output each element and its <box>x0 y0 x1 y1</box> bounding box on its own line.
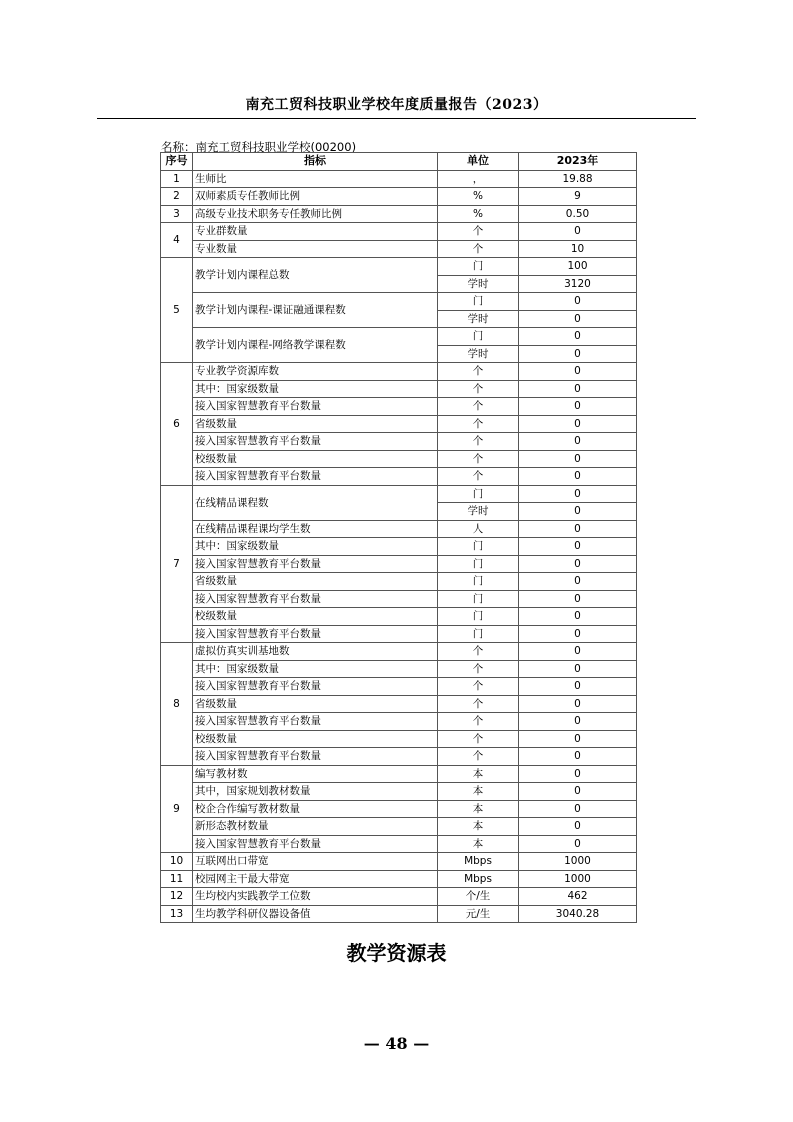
cell-seq: 12 <box>161 888 193 906</box>
table-row <box>161 380 637 398</box>
cell-value: 0 <box>519 450 637 468</box>
cell-indicator: 编写教材数 <box>193 765 438 783</box>
cell-unit: 门 <box>438 608 519 626</box>
cell-indicator: 省级数量 <box>193 695 438 713</box>
cell-value: 0 <box>519 380 637 398</box>
table-row <box>161 888 637 906</box>
cell-indicator: 接入国家智慧教育平台数量 <box>193 468 438 486</box>
cell-value: 0 <box>519 310 637 328</box>
cell-seq: 2 <box>161 188 193 206</box>
cell-indicator: 其中：国家级数量 <box>193 538 438 556</box>
cell-seq: 5 <box>161 258 193 363</box>
cell-value: 0 <box>519 485 637 503</box>
cell-value: 0 <box>519 503 637 521</box>
cell-unit: 门 <box>438 538 519 556</box>
cell-value: 0 <box>519 398 637 416</box>
cell-value: 0 <box>519 328 637 346</box>
table-header-row <box>161 153 637 171</box>
cell-indicator: 生均校内实践教学工位数 <box>193 888 438 906</box>
cell-unit: 个 <box>438 678 519 696</box>
cell-indicator: 在线精品课程课均学生数 <box>193 520 438 538</box>
cell-value: 0 <box>519 520 637 538</box>
cell-indicator: 接入国家智慧教育平台数量 <box>193 625 438 643</box>
table-row <box>161 643 637 661</box>
cell-value: 0 <box>519 783 637 801</box>
cell-unit: 个 <box>438 240 519 258</box>
cell-indicator: 生师比 <box>193 170 438 188</box>
cell-value: 1000 <box>519 870 637 888</box>
cell-indicator: 教学计划内课程-课证融通课程数 <box>193 293 438 328</box>
cell-unit: 个 <box>438 223 519 241</box>
cell-seq: 13 <box>161 905 193 923</box>
cell-value: 0 <box>519 678 637 696</box>
cell-value: 0 <box>519 643 637 661</box>
cell-unit: 个 <box>438 660 519 678</box>
table-row <box>161 783 637 801</box>
table-row <box>161 258 637 276</box>
cell-value: 0 <box>519 468 637 486</box>
cell-indicator: 生均教学科研仪器设备值 <box>193 905 438 923</box>
cell-seq: 6 <box>161 363 193 486</box>
cell-value: 0 <box>519 608 637 626</box>
cell-unit: Mbps <box>438 870 519 888</box>
table-row <box>161 328 637 346</box>
table-body <box>161 170 637 923</box>
cell-indicator: 校企合作编写教材数量 <box>193 800 438 818</box>
cell-indicator: 在线精品课程数 <box>193 485 438 520</box>
cell-value: 0 <box>519 538 637 556</box>
table-row <box>161 415 637 433</box>
table-row <box>161 818 637 836</box>
cell-unit: 门 <box>438 328 519 346</box>
table-row <box>161 538 637 556</box>
column-header-year: 2023年 <box>519 153 637 171</box>
table-row <box>161 748 637 766</box>
table-row <box>161 398 637 416</box>
table-row <box>161 835 637 853</box>
cell-value: 0 <box>519 433 637 451</box>
cell-indicator: 接入国家智慧教育平台数量 <box>193 835 438 853</box>
cell-seq: 3 <box>161 205 193 223</box>
cell-value: 0 <box>519 573 637 591</box>
table-row <box>161 678 637 696</box>
cell-value: 10 <box>519 240 637 258</box>
cell-indicator: 专业教学资源库数 <box>193 363 438 381</box>
table-row <box>161 433 637 451</box>
table-caption: 教学资源表 <box>346 941 447 965</box>
cell-unit: 门 <box>438 625 519 643</box>
cell-indicator: 其中，国家规划教材数量 <box>193 783 438 801</box>
cell-value: 9 <box>519 188 637 206</box>
cell-indicator: 接入国家智慧教育平台数量 <box>193 678 438 696</box>
table-row <box>161 660 637 678</box>
table-row <box>161 905 637 923</box>
cell-value: 0.50 <box>519 205 637 223</box>
table-row <box>161 590 637 608</box>
cell-indicator: 接入国家智慧教育平台数量 <box>193 748 438 766</box>
cell-value: 19.88 <box>519 170 637 188</box>
cell-indicator: 校级数量 <box>193 608 438 626</box>
cell-unit: 门 <box>438 485 519 503</box>
cell-seq: 9 <box>161 765 193 853</box>
cell-indicator: 校级数量 <box>193 450 438 468</box>
cell-unit: 学时 <box>438 345 519 363</box>
cell-value: 1000 <box>519 853 637 871</box>
cell-unit: 本 <box>438 783 519 801</box>
cell-unit: 本 <box>438 835 519 853</box>
cell-unit: 本 <box>438 765 519 783</box>
cell-value: 0 <box>519 345 637 363</box>
cell-indicator: 其中：国家级数量 <box>193 380 438 398</box>
cell-unit: 门 <box>438 590 519 608</box>
page-header-title: 南充工贸科技职业学校年度质量报告（2023） <box>245 97 548 113</box>
cell-value: 0 <box>519 818 637 836</box>
cell-indicator: 互联网出口带宽 <box>193 853 438 871</box>
cell-seq: 7 <box>161 485 193 643</box>
cell-value: 0 <box>519 765 637 783</box>
organization-name: 名称：南充工贸科技职业学校(00200) <box>161 140 357 154</box>
cell-unit: Mbps <box>438 853 519 871</box>
cell-unit: 本 <box>438 818 519 836</box>
cell-value: 0 <box>519 713 637 731</box>
cell-unit: 门 <box>438 573 519 591</box>
cell-indicator: 教学计划内课程总数 <box>193 258 438 293</box>
cell-unit: 人 <box>438 520 519 538</box>
cell-unit: 个 <box>438 433 519 451</box>
cell-unit: 个 <box>438 730 519 748</box>
cell-value: 100 <box>519 258 637 276</box>
cell-unit: 个 <box>438 398 519 416</box>
cell-seq: 4 <box>161 223 193 258</box>
column-header-unit: 单位 <box>438 153 519 171</box>
cell-value: 0 <box>519 730 637 748</box>
table-row <box>161 730 637 748</box>
cell-unit: 个 <box>438 450 519 468</box>
cell-value: 0 <box>519 748 637 766</box>
cell-value: 0 <box>519 555 637 573</box>
cell-value: 0 <box>519 800 637 818</box>
cell-indicator: 接入国家智慧教育平台数量 <box>193 433 438 451</box>
table-row <box>161 870 637 888</box>
cell-seq: 1 <box>161 170 193 188</box>
cell-indicator: 新形态教材数量 <box>193 818 438 836</box>
cell-value: 3120 <box>519 275 637 293</box>
header-divider <box>97 118 696 119</box>
table-row <box>161 695 637 713</box>
cell-unit: 学时 <box>438 503 519 521</box>
cell-unit: 个 <box>438 380 519 398</box>
cell-indicator: 接入国家智慧教育平台数量 <box>193 555 438 573</box>
column-header-indicator: 指标 <box>193 153 438 171</box>
cell-unit: 学时 <box>438 275 519 293</box>
cell-seq: 8 <box>161 643 193 766</box>
cell-unit: 个 <box>438 643 519 661</box>
cell-seq: 10 <box>161 853 193 871</box>
table-row <box>161 205 637 223</box>
cell-unit: 学时 <box>438 310 519 328</box>
cell-indicator: 校园网主干最大带宽 <box>193 870 438 888</box>
cell-indicator: 虚拟仿真实训基地数 <box>193 643 438 661</box>
cell-unit: 个 <box>438 748 519 766</box>
cell-indicator: 专业群数量 <box>193 223 438 241</box>
cell-unit: 门 <box>438 258 519 276</box>
cell-seq: 11 <box>161 870 193 888</box>
cell-value: 0 <box>519 223 637 241</box>
cell-value: 3040.28 <box>519 905 637 923</box>
cell-value: 0 <box>519 625 637 643</box>
table-row <box>161 188 637 206</box>
cell-value: 0 <box>519 835 637 853</box>
cell-indicator: 接入国家智慧教育平台数量 <box>193 398 438 416</box>
table-row <box>161 450 637 468</box>
cell-value: 0 <box>519 660 637 678</box>
table-row <box>161 573 637 591</box>
cell-unit: 元/生 <box>438 905 519 923</box>
table-row <box>161 713 637 731</box>
cell-unit: % <box>438 188 519 206</box>
cell-unit: % <box>438 205 519 223</box>
table-row <box>161 363 637 381</box>
cell-unit: 门 <box>438 555 519 573</box>
cell-indicator: 其中：国家级数量 <box>193 660 438 678</box>
cell-indicator: 教学计划内课程-网络教学课程数 <box>193 328 438 363</box>
cell-unit: 个 <box>438 415 519 433</box>
cell-unit: 个/生 <box>438 888 519 906</box>
table-row <box>161 170 637 188</box>
cell-value: 0 <box>519 415 637 433</box>
cell-indicator: 接入国家智慧教育平台数量 <box>193 713 438 731</box>
cell-unit: 门 <box>438 293 519 311</box>
cell-unit: 个 <box>438 468 519 486</box>
page-number: — 48 — <box>363 1034 430 1053</box>
cell-value: 0 <box>519 363 637 381</box>
table-row <box>161 625 637 643</box>
cell-unit: 个 <box>438 363 519 381</box>
table-row <box>161 765 637 783</box>
cell-indicator: 专业数量 <box>193 240 438 258</box>
cell-unit: ， <box>438 170 519 188</box>
table-row <box>161 853 637 871</box>
table-row <box>161 555 637 573</box>
cell-unit: 个 <box>438 713 519 731</box>
cell-value: 462 <box>519 888 637 906</box>
cell-indicator: 省级数量 <box>193 573 438 591</box>
cell-unit: 本 <box>438 800 519 818</box>
cell-value: 0 <box>519 590 637 608</box>
cell-indicator: 校级数量 <box>193 730 438 748</box>
table-row <box>161 468 637 486</box>
table-row <box>161 608 637 626</box>
cell-indicator: 接入国家智慧教育平台数量 <box>193 590 438 608</box>
cell-value: 0 <box>519 293 637 311</box>
table-row <box>161 293 637 311</box>
table-row <box>161 520 637 538</box>
table-row <box>161 800 637 818</box>
cell-indicator: 高级专业技术职务专任教师比例 <box>193 205 438 223</box>
column-header-seq: 序号 <box>161 153 193 171</box>
teaching-resources-table <box>160 152 637 923</box>
cell-indicator: 双师素质专任教师比例 <box>193 188 438 206</box>
table-row <box>161 223 637 241</box>
cell-indicator: 省级数量 <box>193 415 438 433</box>
cell-unit: 个 <box>438 695 519 713</box>
table-row <box>161 485 637 503</box>
cell-value: 0 <box>519 695 637 713</box>
table-row <box>161 240 637 258</box>
